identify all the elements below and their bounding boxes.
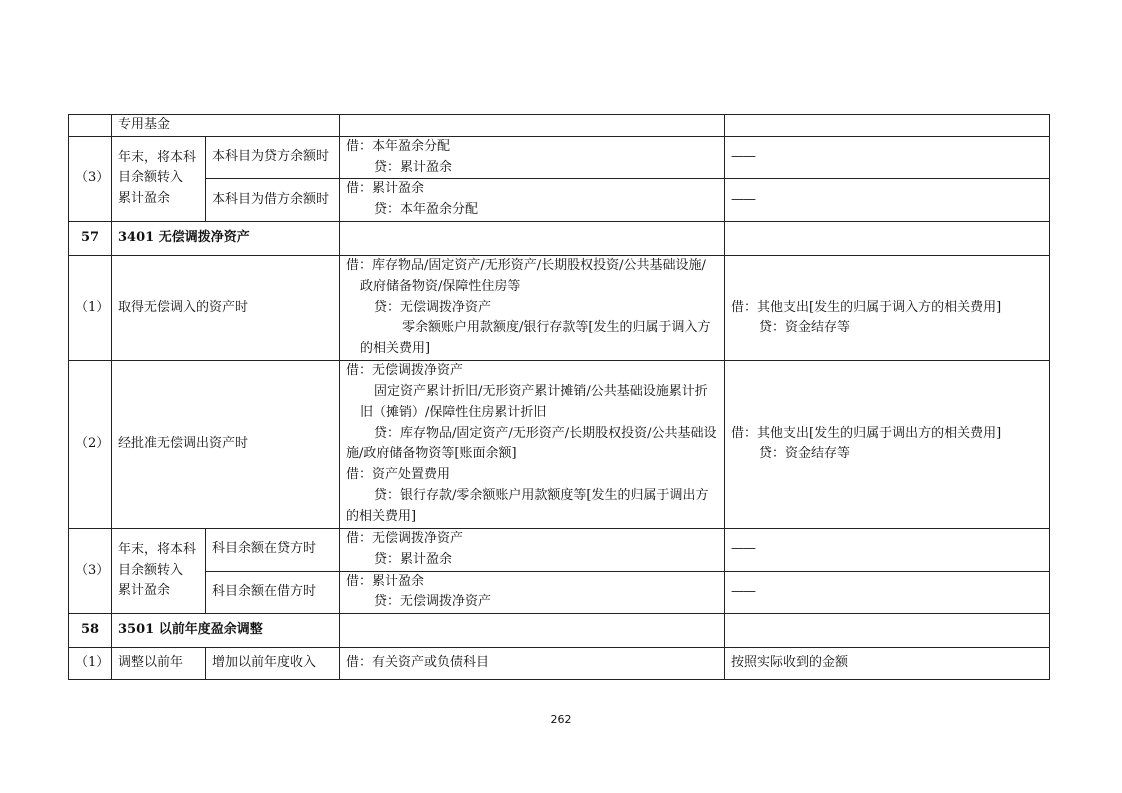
cell-item: 年末，将本科 目余额转入 累计盈余 (112, 136, 206, 221)
cell-financial-entry: 借：累计盈余 贷：无偿调拨净资产 (340, 571, 725, 614)
table-row (69, 179, 1050, 222)
cell-item: 取得无偿调入的资产时 (112, 255, 340, 360)
cell-budget-entry: 借：其他支出[发生的归属于调出方的相关费用] 贷：资金结存等 (725, 360, 1050, 528)
cell-financial-entry: 借：本年盈余分配 贷：累计盈余 (340, 136, 725, 179)
table-row (69, 648, 1050, 680)
account-title: 3401 无偿调拨净资产 (112, 221, 340, 255)
cell-budget-entry (725, 115, 1050, 137)
cell-num: （1） (69, 255, 112, 360)
table-row (69, 360, 1050, 528)
cell-budget-entry: 借：其他支出[发生的归属于调入方的相关费用] 贷：资金结存等 (725, 255, 1050, 360)
cell-subitem: 科目余额在借方时 (206, 571, 340, 614)
cell-budget-entry: —— (725, 179, 1050, 222)
cell-budget-entry: —— (725, 528, 1050, 571)
cell-financial-entry: 借：库存物品/固定资产/无形资产/长期股权投资/公共基础设施/政府储备物资/保障性住房等 贷：无偿调拨净资产 零余额账户用款额度/银行存款等[发生的归属于调入方的相关费用] (340, 255, 725, 360)
cell-financial-entry: 借：无偿调拨净资产 贷：累计盈余 (340, 528, 725, 571)
cell-budget-entry: —— (725, 571, 1050, 614)
cell-num: （1） (69, 648, 112, 680)
cell-financial-entry: 借：累计盈余 贷：本年盈余分配 (340, 179, 725, 222)
cell-num: （2） (69, 360, 112, 528)
accounting-entries-table (68, 114, 1050, 680)
cell-item: 年末，将本科 目余额转入 累计盈余 (112, 528, 206, 613)
cell-num: （3） (69, 136, 112, 221)
cell-financial-entry: 借：有关资产或负债科目 (340, 648, 725, 680)
cell-num (69, 115, 112, 137)
cell-financial-entry: 借：无偿调拨净资产 固定资产累计折旧/无形资产累计摊销/公共基础设施累计折旧（摊销）/保障性住房累计折旧 贷：库存物品/固定资产/无形资产/长期股权投资/公共基础设施/政府储备物资等[账面余额] 借：资产处置费用 贷：银行存款/零余额账户用款额度等[发生的归属于调出方的相关费用] (340, 360, 725, 528)
cell-num: 57 (69, 221, 112, 255)
table-row (69, 614, 1050, 648)
cell-budget-entry: —— (725, 136, 1050, 179)
table-row (69, 221, 1050, 255)
cell-item: 专用基金 (112, 115, 340, 137)
cell-financial-entry (340, 115, 725, 137)
table-row (69, 115, 1050, 137)
cell-subitem: 增加以前年度收入 (206, 648, 340, 680)
account-title: 3501 以前年度盈余调整 (112, 614, 340, 648)
page-number: 262 (550, 713, 572, 726)
cell-budget-entry (725, 614, 1050, 648)
table-row (69, 528, 1050, 571)
cell-subitem: 本科目为贷方余额时 (206, 136, 340, 179)
cell-subitem: 科目余额在贷方时 (206, 528, 340, 571)
cell-num: （3） (69, 528, 112, 613)
cell-budget-entry (725, 221, 1050, 255)
cell-item: 经批准无偿调出资产时 (112, 360, 340, 528)
cell-item: 调整以前年 (112, 648, 206, 680)
table-row (69, 136, 1050, 179)
cell-financial-entry (340, 614, 725, 648)
table-row (69, 571, 1050, 614)
cell-financial-entry (340, 221, 725, 255)
cell-budget-entry: 按照实际收到的金额 (725, 648, 1050, 680)
cell-num: 58 (69, 614, 112, 648)
table-row (69, 255, 1050, 360)
cell-subitem: 本科目为借方余额时 (206, 179, 340, 222)
